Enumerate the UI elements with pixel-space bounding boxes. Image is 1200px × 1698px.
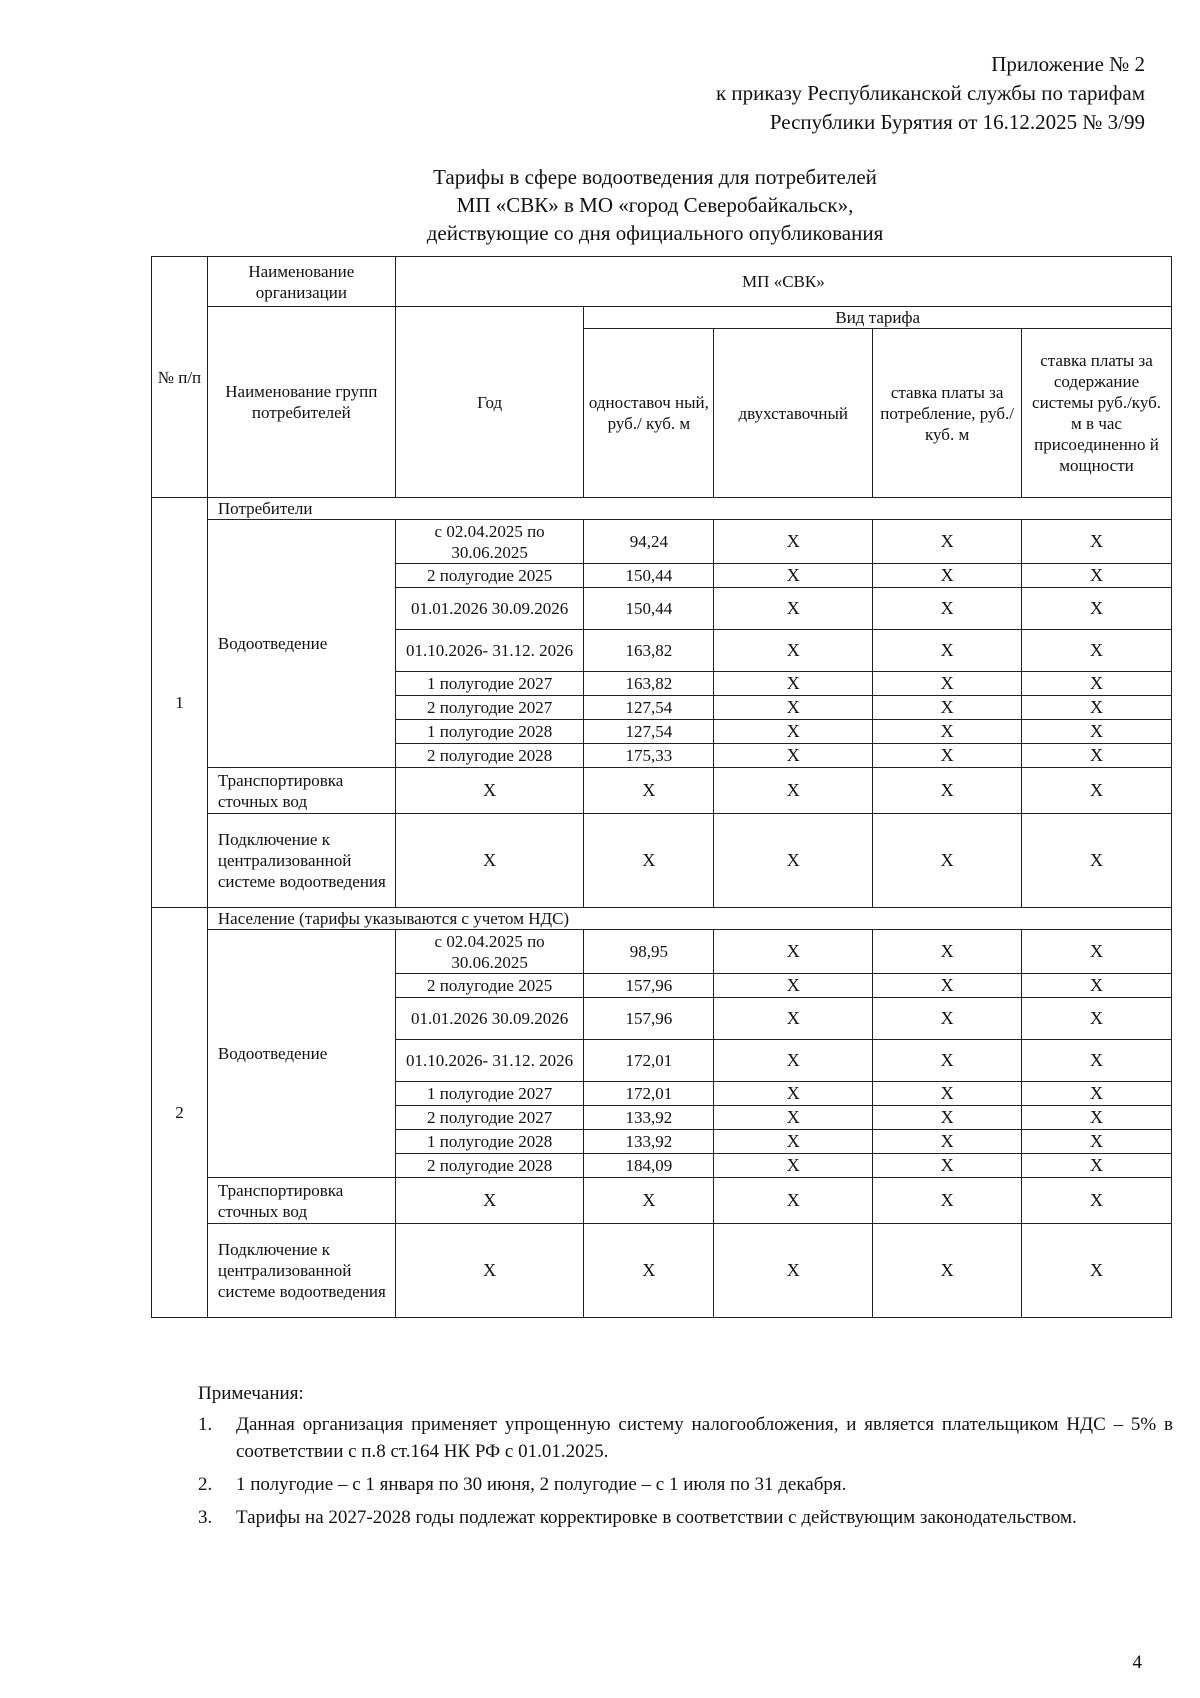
not-applicable-mark: X: [714, 1154, 873, 1178]
table-row: [152, 520, 1172, 564]
transport-row: [152, 1178, 1172, 1224]
page-number: 4: [1132, 1652, 1142, 1673]
period-cell: 1 полугодие 2028: [395, 720, 584, 744]
one-rate-value: 127,54: [584, 720, 714, 744]
header-maintenance: ставка платы за содержание системы руб./куб. м в час присоединенно й мощности: [1022, 329, 1172, 498]
period-cell: 2 полугодие 2028: [395, 744, 584, 768]
not-applicable-mark: X: [873, 744, 1022, 768]
appendix-header: [716, 50, 1145, 137]
not-applicable-mark: X: [395, 768, 584, 814]
not-applicable-mark: X: [1022, 630, 1172, 672]
not-applicable-mark: X: [714, 696, 873, 720]
one-rate-value: 157,96: [584, 974, 714, 998]
connection-row: [152, 814, 1172, 908]
one-rate-value: 98,95: [584, 930, 714, 974]
not-applicable-mark: X: [873, 564, 1022, 588]
period-cell: 2 полугодие 2028: [395, 1154, 584, 1178]
period-cell: с 02.04.2025 по 30.06.2025: [395, 520, 584, 564]
appendix-line-3: Республики Бурятия от 16.12.2025 № 3/99: [769, 110, 1145, 134]
not-applicable-mark: X: [873, 720, 1022, 744]
title-line-3: действующие со дня официального опубликования: [426, 221, 884, 245]
transport-label: Транспортировка сточных вод: [207, 768, 395, 814]
not-applicable-mark: X: [714, 930, 873, 974]
not-applicable-mark: X: [873, 974, 1022, 998]
period-cell: 01.10.2026- 31.12. 2026: [395, 1040, 584, 1082]
header-one-rate: одноставоч ный, руб./ куб. м: [584, 329, 714, 498]
not-applicable-mark: X: [873, 630, 1022, 672]
note-item: [198, 1411, 1173, 1465]
drainage-label: Водоотведение: [207, 520, 395, 768]
one-rate-value: 163,82: [584, 672, 714, 696]
not-applicable-mark: X: [873, 930, 1022, 974]
not-applicable-mark: X: [873, 1154, 1022, 1178]
note-item: [198, 1471, 1173, 1498]
not-applicable-mark: X: [873, 1082, 1022, 1106]
not-applicable-mark: X: [1022, 1154, 1172, 1178]
section-number: 2: [152, 908, 208, 1318]
section-heading-row: [152, 908, 1172, 930]
not-applicable-mark: X: [714, 564, 873, 588]
not-applicable-mark: X: [714, 520, 873, 564]
not-applicable-mark: X: [873, 1106, 1022, 1130]
connection-label: Подключение к централизованной системе водоотведения: [207, 1224, 395, 1318]
one-rate-value: 184,09: [584, 1154, 714, 1178]
not-applicable-mark: X: [714, 1224, 873, 1318]
section-number: 1: [152, 498, 208, 908]
one-rate-value: 150,44: [584, 588, 714, 630]
not-applicable-mark: X: [714, 672, 873, 696]
notes-title: Примечания:: [198, 1383, 304, 1404]
header-two-rate: двухставочный: [714, 329, 873, 498]
not-applicable-mark: X: [584, 1224, 714, 1318]
not-applicable-mark: X: [395, 1224, 584, 1318]
not-applicable-mark: X: [1022, 930, 1172, 974]
period-cell: 01.01.2026 30.09.2026: [395, 588, 584, 630]
header-num: № п/п: [152, 257, 208, 498]
one-rate-value: 133,92: [584, 1130, 714, 1154]
period-cell: 1 полугодие 2027: [395, 1082, 584, 1106]
section-heading: Население (тарифы указываются с учетом НДС): [207, 908, 1171, 930]
not-applicable-mark: X: [1022, 672, 1172, 696]
not-applicable-mark: X: [1022, 1106, 1172, 1130]
not-applicable-mark: X: [584, 768, 714, 814]
table-header: [152, 257, 1172, 498]
not-applicable-mark: X: [873, 998, 1022, 1040]
appendix-line-2: к приказу Республиканской службы по тарифам: [715, 81, 1145, 105]
note-text: Данная организация применяет упрощенную систему налогообложения, и является плательщиком НДС – 5% в соответствии с п.8 ст.164 НК РФ с 01.01.2025.: [236, 1414, 1173, 1462]
not-applicable-mark: X: [1022, 1224, 1172, 1318]
title-line-1: Тарифы в сфере водоотведения для потребителей: [433, 165, 877, 189]
header-group-label: Наименование групп потребителей: [207, 307, 395, 498]
table-row: [152, 930, 1172, 974]
note-number: 3.: [198, 1507, 213, 1528]
not-applicable-mark: X: [714, 744, 873, 768]
not-applicable-mark: X: [873, 814, 1022, 908]
one-rate-value: 127,54: [584, 696, 714, 720]
one-rate-value: 94,24: [584, 520, 714, 564]
not-applicable-mark: X: [1022, 1082, 1172, 1106]
period-cell: 01.10.2026- 31.12. 2026: [395, 630, 584, 672]
not-applicable-mark: X: [1022, 744, 1172, 768]
not-applicable-mark: X: [1022, 720, 1172, 744]
not-applicable-mark: X: [395, 1178, 584, 1224]
not-applicable-mark: X: [1022, 998, 1172, 1040]
note-text: Тарифы на 2027-2028 годы подлежат корректировке в соответствии с действующим законодательством.: [236, 1507, 1077, 1528]
not-applicable-mark: X: [714, 768, 873, 814]
not-applicable-mark: X: [714, 998, 873, 1040]
not-applicable-mark: X: [873, 672, 1022, 696]
not-applicable-mark: X: [714, 1130, 873, 1154]
not-applicable-mark: X: [1022, 974, 1172, 998]
one-rate-value: 133,92: [584, 1106, 714, 1130]
period-cell: 1 полугодие 2028: [395, 1130, 584, 1154]
header-consumption: ставка платы за потребление, руб./ куб. м: [873, 329, 1022, 498]
not-applicable-mark: X: [584, 1178, 714, 1224]
one-rate-value: 172,01: [584, 1082, 714, 1106]
period-cell: с 02.04.2025 по 30.06.2025: [395, 930, 584, 974]
not-applicable-mark: X: [1022, 814, 1172, 908]
not-applicable-mark: X: [1022, 1178, 1172, 1224]
title-line-2: МП «СВК» в МО «город Северобайкальск»,: [456, 193, 854, 217]
section-heading-row: [152, 498, 1172, 520]
not-applicable-mark: X: [873, 1178, 1022, 1224]
not-applicable-mark: X: [714, 720, 873, 744]
one-rate-value: 150,44: [584, 564, 714, 588]
not-applicable-mark: X: [873, 520, 1022, 564]
not-applicable-mark: X: [1022, 1040, 1172, 1082]
not-applicable-mark: X: [1022, 588, 1172, 630]
drainage-label: Водоотведение: [207, 930, 395, 1178]
period-cell: 2 полугодие 2027: [395, 1106, 584, 1130]
period-cell: 2 полугодие 2025: [395, 564, 584, 588]
header-org-label: Наименование организации: [207, 257, 395, 307]
connection-label: Подключение к централизованной системе водоотведения: [207, 814, 395, 908]
not-applicable-mark: X: [714, 588, 873, 630]
not-applicable-mark: X: [873, 768, 1022, 814]
transport-label: Транспортировка сточных вод: [207, 1178, 395, 1224]
not-applicable-mark: X: [1022, 564, 1172, 588]
period-cell: 2 полугодие 2025: [395, 974, 584, 998]
appendix-line-1: Приложение № 2: [991, 52, 1145, 76]
not-applicable-mark: X: [873, 1130, 1022, 1154]
not-applicable-mark: X: [714, 1082, 873, 1106]
header-year-label: Год: [395, 307, 584, 498]
one-rate-value: 163,82: [584, 630, 714, 672]
tariff-table: [151, 256, 1172, 1318]
not-applicable-mark: X: [873, 696, 1022, 720]
not-applicable-mark: X: [714, 1040, 873, 1082]
notes: [198, 1380, 1173, 1537]
period-cell: 2 полугодие 2027: [395, 696, 584, 720]
note-number: 1.: [198, 1414, 213, 1435]
not-applicable-mark: X: [584, 814, 714, 908]
not-applicable-mark: X: [873, 1040, 1022, 1082]
note-item: [198, 1504, 1173, 1531]
not-applicable-mark: X: [714, 1106, 873, 1130]
period-cell: 01.01.2026 30.09.2026: [395, 998, 584, 1040]
not-applicable-mark: X: [873, 588, 1022, 630]
note-number: 2.: [198, 1474, 213, 1495]
section-heading: Потребители: [207, 498, 1171, 520]
not-applicable-mark: X: [1022, 696, 1172, 720]
not-applicable-mark: X: [714, 1178, 873, 1224]
not-applicable-mark: X: [873, 1224, 1022, 1318]
header-tariff-type: Вид тарифа: [584, 307, 1172, 329]
not-applicable-mark: X: [714, 974, 873, 998]
not-applicable-mark: X: [1022, 768, 1172, 814]
one-rate-value: 172,01: [584, 1040, 714, 1082]
transport-row: [152, 768, 1172, 814]
one-rate-value: 175,33: [584, 744, 714, 768]
not-applicable-mark: X: [1022, 520, 1172, 564]
not-applicable-mark: X: [395, 814, 584, 908]
document-title: [0, 163, 1200, 247]
one-rate-value: 157,96: [584, 998, 714, 1040]
header-org-value: МП «СВК»: [395, 257, 1171, 307]
not-applicable-mark: X: [714, 630, 873, 672]
not-applicable-mark: X: [1022, 1130, 1172, 1154]
period-cell: 1 полугодие 2027: [395, 672, 584, 696]
note-text: 1 полугодие – с 1 января по 30 июня, 2 полугодие – с 1 июля по 31 декабря.: [236, 1474, 847, 1495]
connection-row: [152, 1224, 1172, 1318]
not-applicable-mark: X: [714, 814, 873, 908]
table-sections: [152, 498, 1172, 1318]
